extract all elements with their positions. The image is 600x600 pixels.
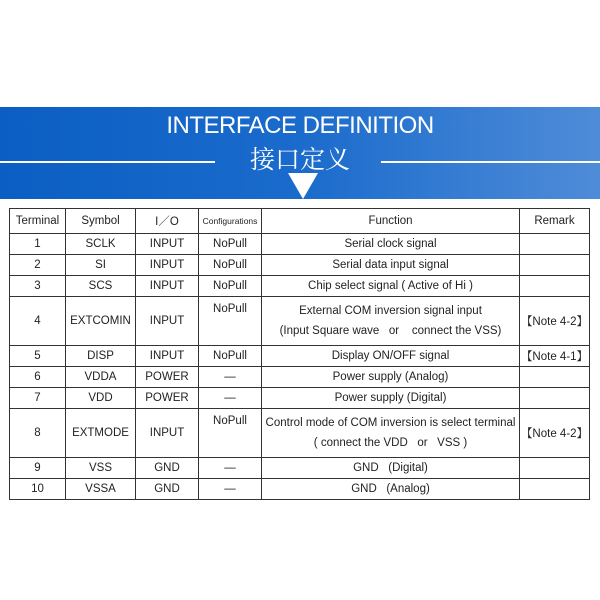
cell-remark: 【Note 4-2】 bbox=[520, 297, 590, 346]
function-line: Control mode of COM inversion is select terminal bbox=[265, 417, 516, 429]
cell-symbol: SI bbox=[66, 255, 136, 276]
cell-config: NoPull bbox=[199, 276, 262, 297]
table-row bbox=[10, 479, 590, 500]
cell-symbol: SCLK bbox=[66, 234, 136, 255]
function-line: (Input Square wave or connect the VSS) bbox=[279, 325, 502, 337]
cell-io: INPUT bbox=[136, 234, 199, 255]
cell-symbol: EXTCOMIN bbox=[66, 297, 136, 346]
function-line: Power supply (Digital) bbox=[334, 392, 447, 404]
divider-right bbox=[381, 161, 600, 163]
cell-function bbox=[262, 388, 520, 409]
cell-terminal: 6 bbox=[10, 367, 66, 388]
cell-function bbox=[262, 367, 520, 388]
cell-function bbox=[262, 276, 520, 297]
function-line: Display ON/OFF signal bbox=[331, 350, 450, 362]
table-row bbox=[10, 297, 590, 346]
cell-symbol: VSSA bbox=[66, 479, 136, 500]
function-line: External COM inversion signal input bbox=[299, 305, 482, 317]
banner-title: INTERFACE DEFINITION bbox=[166, 112, 434, 139]
table-header bbox=[10, 209, 590, 234]
cell-terminal: 7 bbox=[10, 388, 66, 409]
cell-remark bbox=[520, 276, 590, 297]
interface-table bbox=[9, 208, 590, 500]
cell-io: POWER bbox=[136, 388, 199, 409]
cell-function bbox=[262, 458, 520, 479]
cell-config: — bbox=[199, 458, 262, 479]
cell-config: NoPull bbox=[199, 234, 262, 255]
function-line: Serial clock signal bbox=[344, 238, 437, 250]
col-symbol: Symbol bbox=[66, 209, 136, 234]
cell-terminal: 5 bbox=[10, 346, 66, 367]
cell-terminal: 1 bbox=[10, 234, 66, 255]
divider-left bbox=[0, 161, 215, 163]
cell-function bbox=[262, 409, 520, 458]
function-line: Chip select signal ( Active of Hi ) bbox=[308, 280, 473, 292]
col-configurations: Configurations bbox=[199, 209, 262, 234]
cell-symbol: VSS bbox=[66, 458, 136, 479]
cell-function bbox=[262, 297, 520, 346]
cell-function bbox=[262, 346, 520, 367]
cell-function bbox=[262, 255, 520, 276]
cell-symbol: SCS bbox=[66, 276, 136, 297]
function-line: Power supply (Analog) bbox=[332, 371, 449, 383]
cell-config: NoPull bbox=[199, 297, 262, 346]
header-banner bbox=[0, 107, 600, 199]
cell-remark bbox=[520, 479, 590, 500]
cell-config: NoPull bbox=[199, 409, 262, 458]
triangle-down-icon bbox=[288, 173, 318, 199]
function-line: GND (Digital) bbox=[353, 462, 428, 474]
cell-io: GND bbox=[136, 458, 199, 479]
table-row bbox=[10, 367, 590, 388]
col-terminal: Terminal bbox=[10, 209, 66, 234]
table-row bbox=[10, 458, 590, 479]
cell-function bbox=[262, 479, 520, 500]
function-line: Serial data input signal bbox=[332, 259, 449, 271]
cell-symbol: VDD bbox=[66, 388, 136, 409]
table-row bbox=[10, 388, 590, 409]
cell-terminal: 9 bbox=[10, 458, 66, 479]
cell-io: INPUT bbox=[136, 255, 199, 276]
table-row bbox=[10, 234, 590, 255]
table-row bbox=[10, 276, 590, 297]
cell-remark: 【Note 4-2】 bbox=[520, 409, 590, 458]
cell-config: NoPull bbox=[199, 346, 262, 367]
cell-symbol: DISP bbox=[66, 346, 136, 367]
col-function: Function bbox=[262, 209, 520, 234]
function-line: ( connect the VDD or VSS ) bbox=[313, 437, 468, 449]
cell-io: GND bbox=[136, 479, 199, 500]
cell-config: — bbox=[199, 479, 262, 500]
cell-config: — bbox=[199, 367, 262, 388]
cell-io: POWER bbox=[136, 367, 199, 388]
table-row bbox=[10, 409, 590, 458]
cell-config: — bbox=[199, 388, 262, 409]
cell-function bbox=[262, 234, 520, 255]
cell-symbol: EXTMODE bbox=[66, 409, 136, 458]
cell-terminal: 2 bbox=[10, 255, 66, 276]
table-row bbox=[10, 255, 590, 276]
banner-subtitle: 接口定义 bbox=[249, 146, 350, 174]
cell-terminal: 8 bbox=[10, 409, 66, 458]
cell-io: INPUT bbox=[136, 409, 199, 458]
cell-remark bbox=[520, 367, 590, 388]
cell-io: INPUT bbox=[136, 346, 199, 367]
col-remark: Remark bbox=[520, 209, 590, 234]
cell-remark bbox=[520, 234, 590, 255]
cell-remark bbox=[520, 458, 590, 479]
cell-remark: 【Note 4-1】 bbox=[520, 346, 590, 367]
cell-io: INPUT bbox=[136, 297, 199, 346]
table-row bbox=[10, 346, 590, 367]
cell-remark bbox=[520, 255, 590, 276]
cell-terminal: 3 bbox=[10, 276, 66, 297]
cell-io: INPUT bbox=[136, 276, 199, 297]
function-line: GND (Analog) bbox=[351, 483, 430, 495]
cell-remark bbox=[520, 388, 590, 409]
cell-terminal: 10 bbox=[10, 479, 66, 500]
col-io: I／O bbox=[136, 209, 199, 234]
cell-symbol: VDDA bbox=[66, 367, 136, 388]
cell-config: NoPull bbox=[199, 255, 262, 276]
cell-terminal: 4 bbox=[10, 297, 66, 346]
